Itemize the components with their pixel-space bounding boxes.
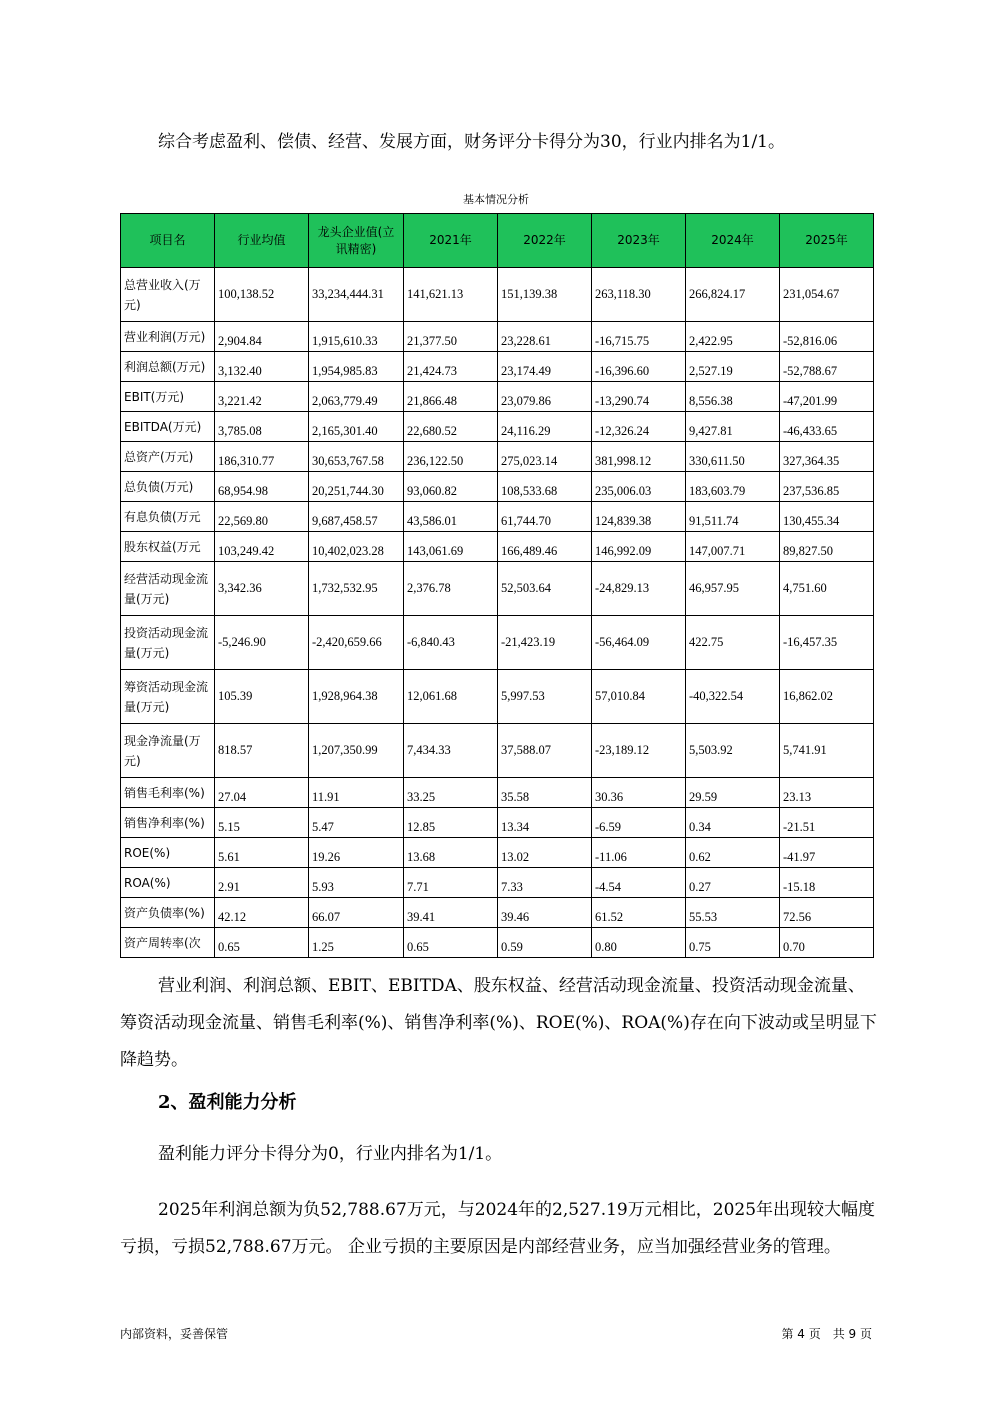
- table-cell: -41.97: [780, 838, 874, 868]
- header-cell: 2024年: [686, 214, 780, 268]
- row-label: 利润总额(万元): [121, 352, 215, 382]
- table-cell: 93,060.82: [404, 472, 498, 502]
- table-cell: 2,904.84: [215, 322, 309, 352]
- row-label: 经营活动现金流量(万元): [121, 562, 215, 616]
- table-cell: 147,007.71: [686, 532, 780, 562]
- table-cell: 5,741.91: [780, 724, 874, 778]
- table-row: [121, 724, 874, 778]
- table-cell: 22,680.52: [404, 412, 498, 442]
- table-cell: 5,997.53: [498, 670, 592, 724]
- table-cell: 46,957.95: [686, 562, 780, 616]
- table-cell: 23,174.49: [498, 352, 592, 382]
- table-cell: -24,829.13: [592, 562, 686, 616]
- table-cell: 151,139.38: [498, 268, 592, 322]
- profit-score-paragraph: 盈利能力评分卡得分为0，行业内排名为1/1。: [158, 1144, 503, 1164]
- table-cell: 263,118.30: [592, 268, 686, 322]
- intro-paragraph: 综合考虑盈利、偿债、经营、发展方面，财务评分卡得分为30，行业内排名为1/1。: [158, 132, 785, 152]
- table-cell: 29.59: [686, 778, 780, 808]
- table-cell: -4.54: [592, 868, 686, 898]
- table-cell: 2,165,301.40: [309, 412, 404, 442]
- table-cell: 0.65: [215, 928, 309, 958]
- table-row: [121, 868, 874, 898]
- table-cell: 23,228.61: [498, 322, 592, 352]
- table-cell: 5.93: [309, 868, 404, 898]
- table-cell: 0.80: [592, 928, 686, 958]
- row-label: 股东权益(万元: [121, 532, 215, 562]
- table-cell: 0.70: [780, 928, 874, 958]
- row-label: 营业利润(万元): [121, 322, 215, 352]
- table-cell: 266,824.17: [686, 268, 780, 322]
- header-cell: 2021年: [404, 214, 498, 268]
- table-cell: 1,915,610.33: [309, 322, 404, 352]
- table-cell: -16,715.75: [592, 322, 686, 352]
- table-cell: 22,569.80: [215, 502, 309, 532]
- table-cell: -6,840.43: [404, 616, 498, 670]
- table-cell: 237,536.85: [780, 472, 874, 502]
- table-cell: 35.58: [498, 778, 592, 808]
- table-cell: 33,234,444.31: [309, 268, 404, 322]
- table-cell: 30.36: [592, 778, 686, 808]
- table-cell: 0.27: [686, 868, 780, 898]
- table-cell: 146,992.09: [592, 532, 686, 562]
- table-cell: 235,006.03: [592, 472, 686, 502]
- table-row: [121, 532, 874, 562]
- table-cell: 16,862.02: [780, 670, 874, 724]
- table-cell: 21,866.48: [404, 382, 498, 412]
- table-cell: 68,954.98: [215, 472, 309, 502]
- table-cell: 24,116.29: [498, 412, 592, 442]
- table-cell: 57,010.84: [592, 670, 686, 724]
- table-cell: 381,998.12: [592, 442, 686, 472]
- row-label: 现金净流量(万元): [121, 724, 215, 778]
- table-cell: -23,189.12: [592, 724, 686, 778]
- table-cell: 72.56: [780, 898, 874, 928]
- table-cell: 10,402,023.28: [309, 532, 404, 562]
- table-cell: 1.25: [309, 928, 404, 958]
- table-cell: 330,611.50: [686, 442, 780, 472]
- row-label: 总营业收入(万元): [121, 268, 215, 322]
- table-cell: 7.33: [498, 868, 592, 898]
- table-row: [121, 808, 874, 838]
- table-cell: 143,061.69: [404, 532, 498, 562]
- table-cell: 231,054.67: [780, 268, 874, 322]
- table-cell: 3,221.42: [215, 382, 309, 412]
- table-cell: 1,732,532.95: [309, 562, 404, 616]
- table-row: [121, 502, 874, 532]
- table-row: [121, 412, 874, 442]
- table-cell: 30,653,767.58: [309, 442, 404, 472]
- table-row: [121, 382, 874, 412]
- table-body: [121, 268, 874, 958]
- table-cell: -21.51: [780, 808, 874, 838]
- footer-confidential: 内部资料，妥善保管: [120, 1327, 229, 1341]
- table-cell: 23.13: [780, 778, 874, 808]
- header-cell: 龙头企业值(立讯精密): [309, 214, 404, 268]
- table-cell: -52,816.06: [780, 322, 874, 352]
- table-row: [121, 778, 874, 808]
- table-cell: 327,364.35: [780, 442, 874, 472]
- table-cell: 7,434.33: [404, 724, 498, 778]
- table-cell: 33.25: [404, 778, 498, 808]
- row-label: 有息负债(万元: [121, 502, 215, 532]
- table-cell: 1,928,964.38: [309, 670, 404, 724]
- table-cell: 3,342.36: [215, 562, 309, 616]
- row-label: ROA(%): [121, 868, 215, 898]
- table-cell: 91,511.74: [686, 502, 780, 532]
- table-cell: 0.34: [686, 808, 780, 838]
- table-caption: 基本情况分析: [463, 193, 529, 206]
- table-cell: 3,785.08: [215, 412, 309, 442]
- table-cell: 61,744.70: [498, 502, 592, 532]
- table-cell: 141,621.13: [404, 268, 498, 322]
- header-cell: 2022年: [498, 214, 592, 268]
- table-row: [121, 928, 874, 958]
- table-cell: 13.34: [498, 808, 592, 838]
- table-cell: -13,290.74: [592, 382, 686, 412]
- table-cell: 0.62: [686, 838, 780, 868]
- table-cell: 21,424.73: [404, 352, 498, 382]
- table-row: [121, 442, 874, 472]
- table-cell: 166,489.46: [498, 532, 592, 562]
- table-cell: 4,751.60: [780, 562, 874, 616]
- profit-detail-paragraph: 2025年利润总额为负52,788.67万元，与2024年的2,527.19万元相比，2025年出现较大幅度亏损，亏损52,788.67万元。 企业亏损的主要原因是内部经营业务，应当加强经营业务的管理。: [120, 1200, 876, 1257]
- table-cell: -2,420,659.66: [309, 616, 404, 670]
- table-cell: -56,464.09: [592, 616, 686, 670]
- table-cell: 3,132.40: [215, 352, 309, 382]
- table-header-row: [121, 214, 874, 268]
- table-cell: -52,788.67: [780, 352, 874, 382]
- table-cell: -46,433.65: [780, 412, 874, 442]
- table-cell: 422.75: [686, 616, 780, 670]
- table-cell: 39.46: [498, 898, 592, 928]
- table-cell: 124,839.38: [592, 502, 686, 532]
- table-cell: 21,377.50: [404, 322, 498, 352]
- table-cell: 5.61: [215, 838, 309, 868]
- table-cell: 275,023.14: [498, 442, 592, 472]
- table-cell: 61.52: [592, 898, 686, 928]
- table-row: [121, 838, 874, 868]
- table-cell: 108,533.68: [498, 472, 592, 502]
- header-cell: 2023年: [592, 214, 686, 268]
- row-label: 资产负债率(%): [121, 898, 215, 928]
- table-row: [121, 616, 874, 670]
- table-cell: 818.57: [215, 724, 309, 778]
- table-cell: 1,954,985.83: [309, 352, 404, 382]
- table-cell: -6.59: [592, 808, 686, 838]
- row-label: 销售毛利率(%): [121, 778, 215, 808]
- table-cell: 105.39: [215, 670, 309, 724]
- trend-paragraph: 营业利润、利润总额、EBIT、EBITDA、股东权益、经营活动现金流量、投资活动现金流量、筹资活动现金流量、销售毛利率(%)、销售净利率(%)、ROE(%)、ROA(%)存在向下波动或呈明显下降趋势。: [120, 976, 877, 1070]
- table-cell: 9,687,458.57: [309, 502, 404, 532]
- table-cell: -40,322.54: [686, 670, 780, 724]
- table-row: [121, 472, 874, 502]
- table-cell: 2.91: [215, 868, 309, 898]
- table-cell: 100,138.52: [215, 268, 309, 322]
- table-cell: 23,079.86: [498, 382, 592, 412]
- table-cell: 130,455.34: [780, 502, 874, 532]
- table-cell: 2,376.78: [404, 562, 498, 616]
- table-cell: 52,503.64: [498, 562, 592, 616]
- table-cell: 11.91: [309, 778, 404, 808]
- table-cell: 1,207,350.99: [309, 724, 404, 778]
- table-cell: 39.41: [404, 898, 498, 928]
- table-cell: 7.71: [404, 868, 498, 898]
- table-cell: -16,396.60: [592, 352, 686, 382]
- table-cell: 9,427.81: [686, 412, 780, 442]
- table-cell: 0.59: [498, 928, 592, 958]
- table-cell: -12,326.24: [592, 412, 686, 442]
- table-cell: -15.18: [780, 868, 874, 898]
- table-cell: -47,201.99: [780, 382, 874, 412]
- table-cell: 5.47: [309, 808, 404, 838]
- table-cell: -5,246.90: [215, 616, 309, 670]
- table-cell: 0.75: [686, 928, 780, 958]
- section-heading: 2、盈利能力分析: [158, 1092, 297, 1113]
- row-label: 总资产(万元): [121, 442, 215, 472]
- table-cell: -16,457.35: [780, 616, 874, 670]
- table-cell: 8,556.38: [686, 382, 780, 412]
- row-label: ROE(%): [121, 838, 215, 868]
- table-cell: 0.65: [404, 928, 498, 958]
- table-cell: 12.85: [404, 808, 498, 838]
- table-cell: 37,588.07: [498, 724, 592, 778]
- table-cell: 13.68: [404, 838, 498, 868]
- table-cell: 20,251,744.30: [309, 472, 404, 502]
- table-cell: 27.04: [215, 778, 309, 808]
- table-row: [121, 562, 874, 616]
- table-cell: 13.02: [498, 838, 592, 868]
- table-cell: 236,122.50: [404, 442, 498, 472]
- table-cell: 2,527.19: [686, 352, 780, 382]
- table-cell: 42.12: [215, 898, 309, 928]
- header-cell: 项目名: [121, 214, 215, 268]
- header-cell: 行业均值: [215, 214, 309, 268]
- table-cell: 43,586.01: [404, 502, 498, 532]
- row-label: 筹资活动现金流量(万元): [121, 670, 215, 724]
- table-cell: 2,422.95: [686, 322, 780, 352]
- table-row: [121, 268, 874, 322]
- table-cell: -21,423.19: [498, 616, 592, 670]
- table-row: [121, 670, 874, 724]
- financial-table: [120, 213, 874, 958]
- table-row: [121, 322, 874, 352]
- row-label: 资产周转率(次: [121, 928, 215, 958]
- row-label: 总负债(万元): [121, 472, 215, 502]
- header-cell: 2025年: [780, 214, 874, 268]
- table-cell: 103,249.42: [215, 532, 309, 562]
- table-cell: 186,310.77: [215, 442, 309, 472]
- table-cell: 183,603.79: [686, 472, 780, 502]
- table-cell: 12,061.68: [404, 670, 498, 724]
- row-label: 投资活动现金流量(万元): [121, 616, 215, 670]
- footer-page-number: 第 4 页 共 9 页: [781, 1327, 872, 1341]
- table-cell: 5,503.92: [686, 724, 780, 778]
- table-cell: 19.26: [309, 838, 404, 868]
- row-label: 销售净利率(%): [121, 808, 215, 838]
- table-cell: -11.06: [592, 838, 686, 868]
- row-label: EBITDA(万元): [121, 412, 215, 442]
- table-cell: 2,063,779.49: [309, 382, 404, 412]
- table-cell: 89,827.50: [780, 532, 874, 562]
- table-cell: 5.15: [215, 808, 309, 838]
- row-label: EBIT(万元): [121, 382, 215, 412]
- table-cell: 66.07: [309, 898, 404, 928]
- table-cell: 55.53: [686, 898, 780, 928]
- table-row: [121, 352, 874, 382]
- table-row: [121, 898, 874, 928]
